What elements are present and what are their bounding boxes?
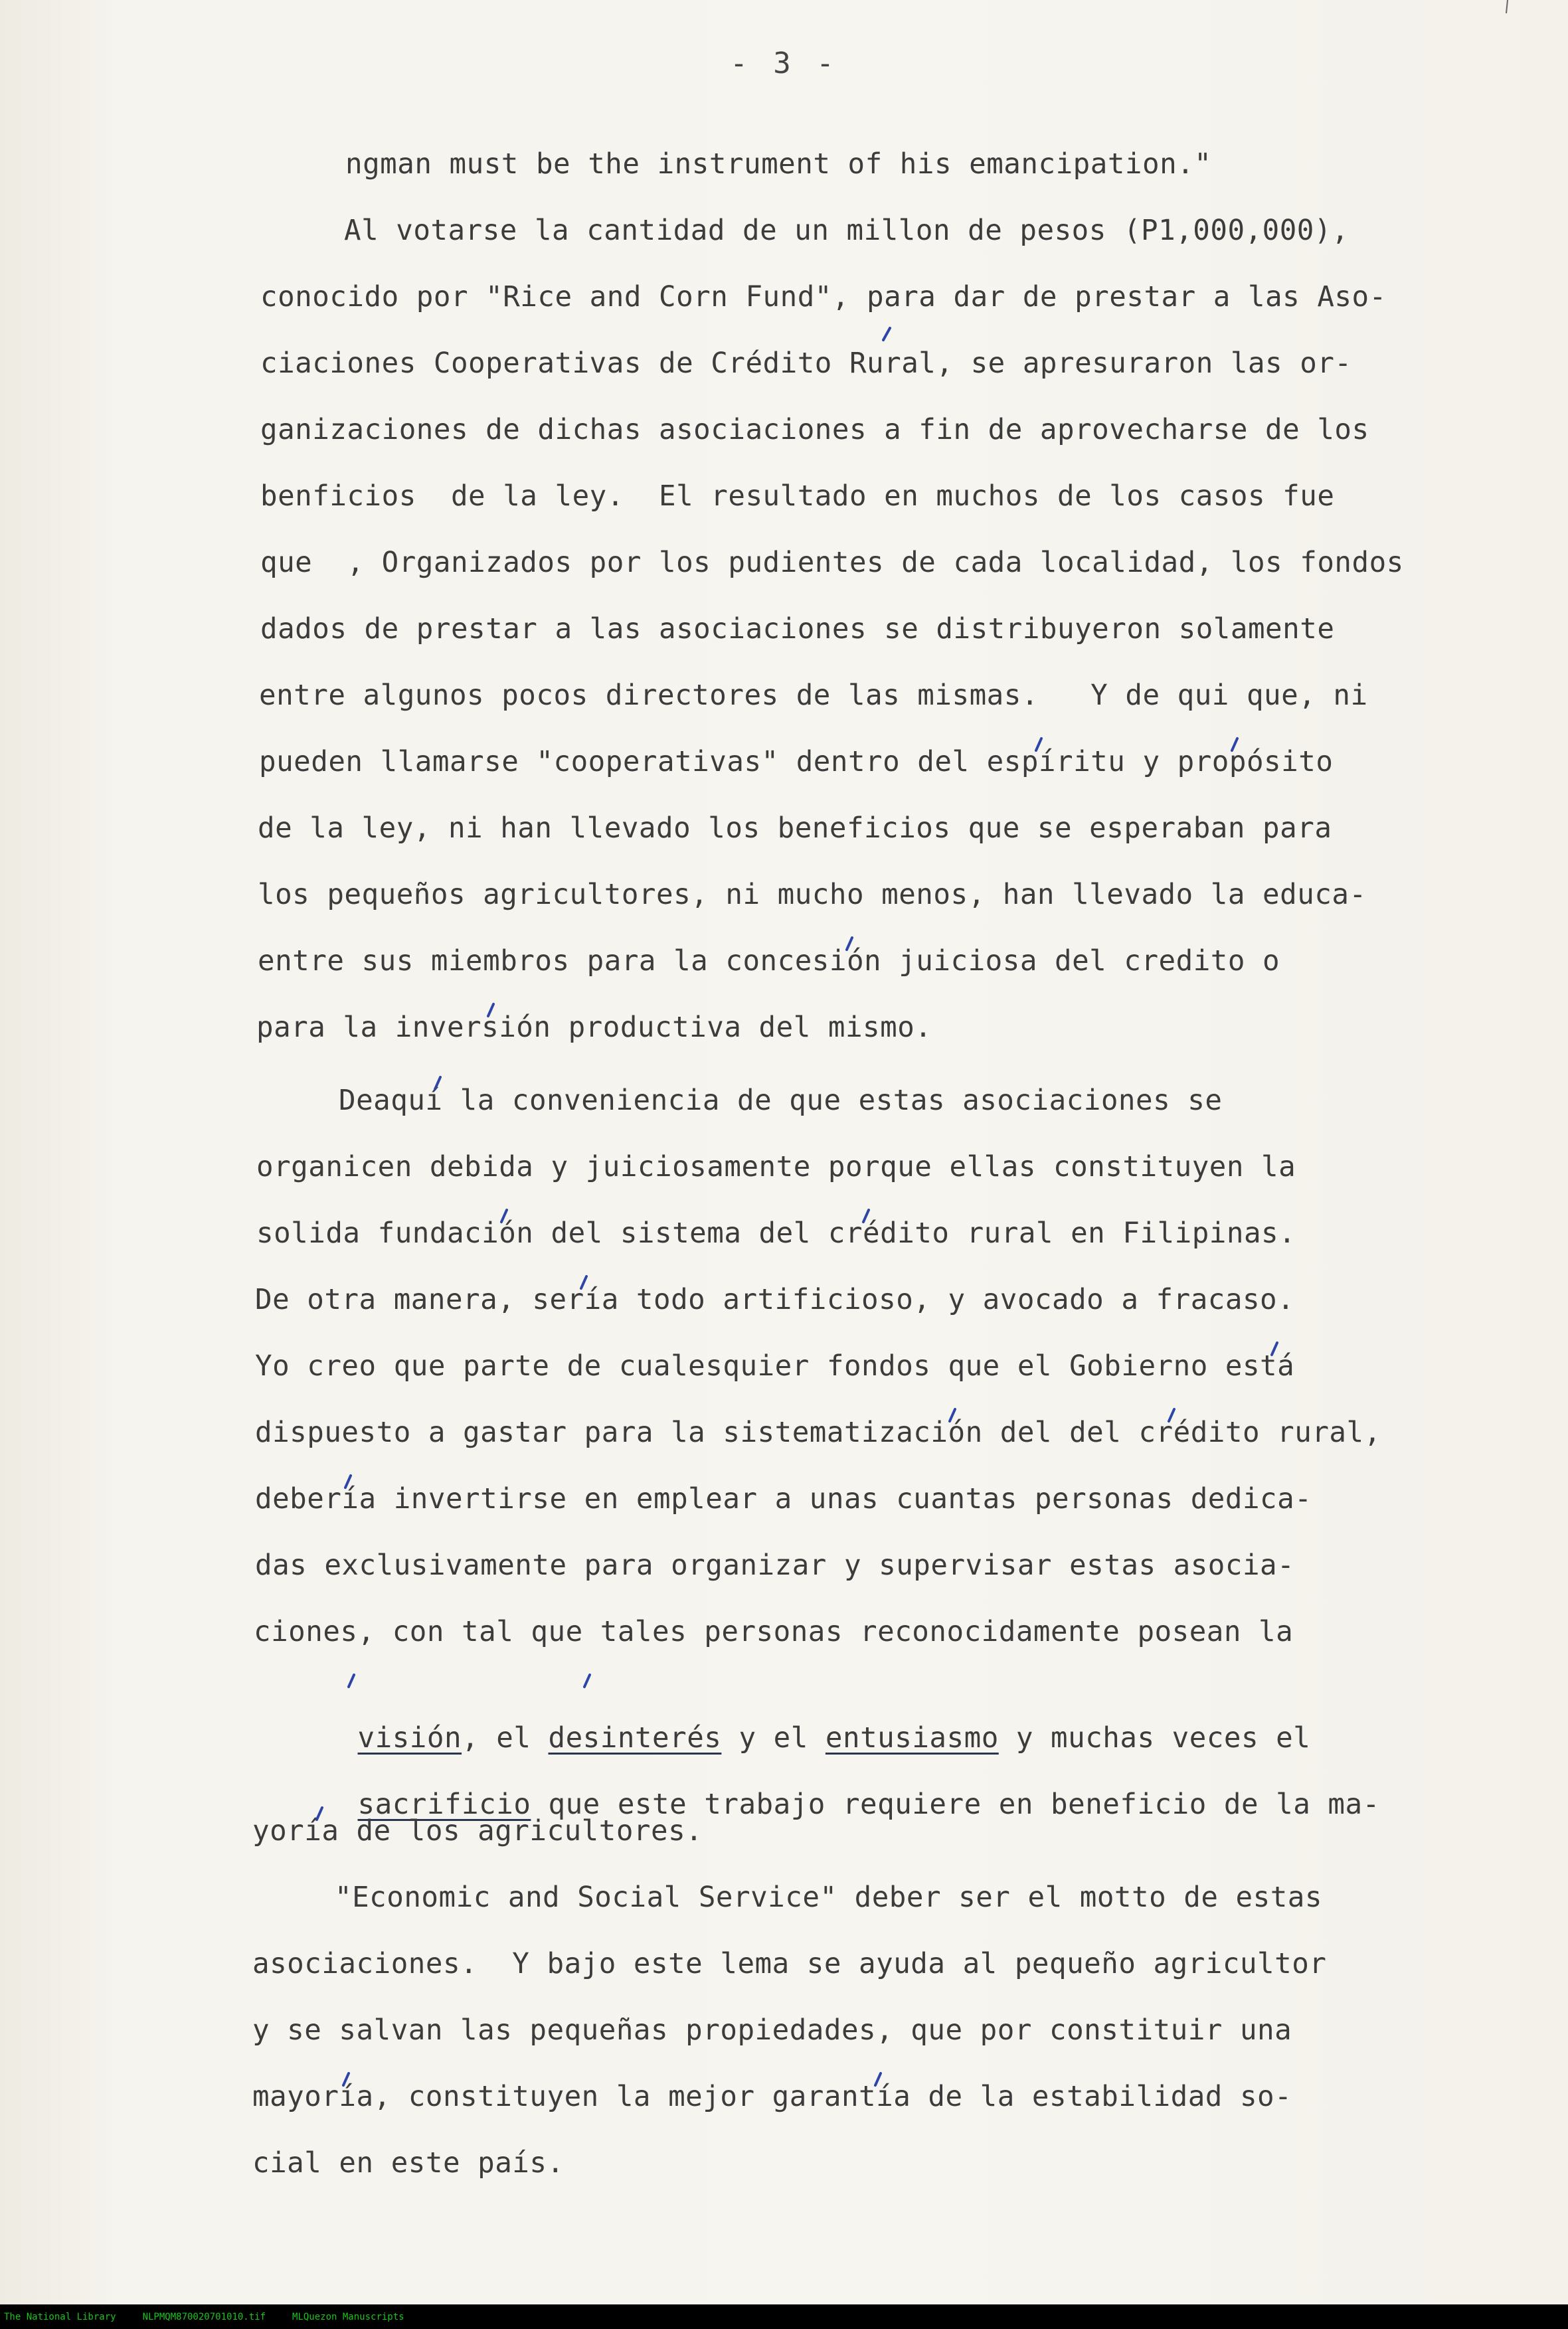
text-line: para la inversión productiva del mismo.	[256, 1011, 932, 1044]
text-fragment: que este trabajo requiere en beneficio de la ma-	[531, 1788, 1380, 1821]
text-line: mayoría, constituyen la mejor garantía de la estabilidad so-	[252, 2081, 1292, 2113]
accent-mark	[1169, 1409, 1174, 1421]
accent-mark	[1272, 1343, 1277, 1355]
collection-label: MLQuezon Manuscripts	[292, 2311, 404, 2322]
library-label: The National Library	[4, 2311, 116, 2322]
text-fragment: y muchas veces el	[998, 1722, 1311, 1755]
text-line: solida fundación del sistema del crédito rural en Filipinas.	[256, 1217, 1296, 1250]
text-line: debería invertirse en emplear a unas cuantas personas dedica-	[255, 1483, 1312, 1515]
text-fragment: , el	[462, 1722, 549, 1755]
accent-mark	[317, 1808, 322, 1820]
accent-mark	[1232, 738, 1237, 750]
accent-mark	[1036, 738, 1041, 750]
text-line: organicen debida y juiciosamente porque ellas constituyen la	[256, 1151, 1296, 1183]
text-line: yoría de los agricultores.	[252, 1815, 703, 1848]
file-label: NLPMQM870020701010.tif	[142, 2311, 266, 2322]
text-line: De otra manera, sería todo artificioso, y avocado a fracaso.	[255, 1284, 1295, 1316]
accent-mark	[584, 1675, 590, 1687]
accent-mark	[345, 1476, 351, 1488]
underlined-word: desinterés	[548, 1722, 722, 1755]
text-line: benficios de la ley. El resultado en muchos de los casos fue	[260, 480, 1335, 513]
text-line: Deaquí la conveniencia de que estas asociaciones se	[339, 1084, 1223, 1117]
text-line: pueden llamarse "cooperativas" dentro del espíritu y propósito	[259, 746, 1334, 778]
accent-mark	[349, 1675, 354, 1687]
underlined-word: sacrificio	[357, 1788, 531, 1821]
accent-mark	[883, 328, 890, 340]
text-line: das exclusivamente para organizar y supervisar estas asocia-	[255, 1549, 1295, 1582]
accent-mark	[581, 1276, 586, 1288]
edge-mark	[1506, 0, 1508, 13]
text-line: los pequeños agricultores, ni mucho menos, han llevado la educa-	[258, 879, 1367, 911]
underlined-word: entusiasmo	[825, 1722, 999, 1755]
text-line: Al votarse la cantidad de un millon de pesos (P1,000,000),	[344, 215, 1350, 247]
accent-mark	[435, 1077, 440, 1089]
text-line: ganizaciones de dichas asociaciones a fin de aprovecharse de los	[260, 414, 1369, 446]
accent-mark	[863, 1210, 869, 1222]
text-line: asociaciones. Y bajo este lema se ayuda al pequeño agricultor	[252, 1948, 1327, 1980]
page-number: - 3 -	[730, 46, 838, 80]
text-fragment: y el	[721, 1722, 826, 1755]
archive-footer	[0, 2304, 1568, 2329]
accent-mark	[875, 2073, 881, 2085]
text-line: de la ley, ni han llevado los beneficios que se esperaban para	[258, 812, 1332, 845]
accent-mark	[847, 938, 852, 950]
accent-mark	[950, 1409, 955, 1421]
text-line: dados de prestar a las asociaciones se distribuyeron solamente	[260, 613, 1335, 646]
text-line: que , Organizados por los pudientes de cada localidad, los fondos	[260, 547, 1404, 579]
text-line: entre algunos pocos directores de las mismas. Y de qui que, ni	[259, 679, 1368, 712]
text-line: entre sus miembros para la concesión juiciosa del credito o	[258, 945, 1280, 978]
text-line: ciaciones Cooperativas de Crédito Rural, se apresuraron las or-	[260, 347, 1352, 380]
accent-mark	[488, 1004, 493, 1016]
text-line: y se salvan las pequeñas propiedades, que por constituir una	[252, 2014, 1292, 2047]
text-line: Yo creo que parte de cualesquier fondos que el Gobierno está	[255, 1350, 1295, 1383]
accent-mark	[501, 1210, 507, 1222]
text-line: ciones, con tal que tales personas reconocidamente posean la	[254, 1616, 1294, 1648]
text-line: cial en este país.	[252, 2147, 565, 2180]
text-line: conocido por "Rice and Corn Fund", para dar de prestar a las Aso-	[260, 281, 1387, 313]
underlined-word: visión	[357, 1722, 462, 1755]
text-line: "Economic and Social Service" deber ser el motto de estas	[335, 1881, 1322, 1914]
text-line: dispuesto a gastar para la sistematización del del crédito rural,	[255, 1417, 1381, 1449]
accent-mark	[343, 2073, 349, 2085]
text-line: ngman must be the instrument of his emancipation."	[345, 148, 1212, 181]
